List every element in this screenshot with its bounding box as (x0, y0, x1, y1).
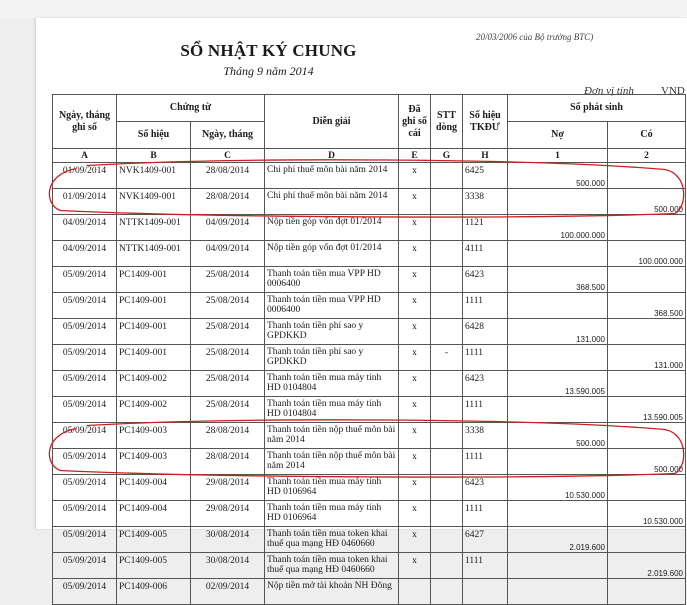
viewer-top-band (0, 0, 687, 18)
column-letter: D (265, 149, 399, 163)
header-voucher-date: Ngày, tháng (191, 122, 265, 149)
debit-amount-cell (508, 449, 608, 475)
description-cell: Thanh toán tiền mua máy tính HD 0106964 (265, 501, 399, 527)
column-letter: B (117, 149, 191, 163)
voucher-date-cell: 29/08/2014 (191, 501, 265, 527)
debit-amount-cell: 368.500 (508, 267, 608, 293)
voucher-no-cell: PC1409-006 (117, 579, 191, 605)
date-cell: 05/09/2014 (53, 293, 117, 319)
voucher-no-cell: NVK1409-001 (117, 189, 191, 215)
voucher-date-cell: 25/08/2014 (191, 345, 265, 371)
posted-mark-cell (399, 579, 431, 605)
header-voucher-group: Chứng từ (117, 95, 265, 122)
debit-amount-cell: 2.019.600 (508, 527, 608, 553)
debit-amount-cell (508, 397, 608, 423)
credit-amount-cell (608, 319, 686, 345)
debit-amount-cell: 100.000.000 (508, 215, 608, 241)
date-cell: 04/09/2014 (53, 241, 117, 267)
description-cell: Nộp tiền góp vốn đợt 01/2014 (265, 215, 399, 241)
posted-mark-cell: x (399, 527, 431, 553)
description-cell: Thanh toán tiền mua máy tính HD 0106964 (265, 475, 399, 501)
voucher-date-cell: 29/08/2014 (191, 475, 265, 501)
debit-amount-cell: 10.530.000 (508, 475, 608, 501)
column-letter: 2 (608, 149, 686, 163)
voucher-date-cell: 28/08/2014 (191, 163, 265, 189)
credit-amount-cell: 131.000 (608, 345, 686, 371)
description-cell: Thanh toán tiền phí sao y GPDKKD (265, 319, 399, 345)
voucher-no-cell: NTTK1409-001 (117, 215, 191, 241)
description-cell: Thanh toán tiền mua máy tính HD 0104804 (265, 397, 399, 423)
voucher-date-cell: 02/09/2014 (191, 579, 265, 605)
table-row (53, 163, 686, 189)
date-cell: 05/09/2014 (53, 475, 117, 501)
debit-amount-cell (508, 579, 608, 605)
date-cell: 05/09/2014 (53, 345, 117, 371)
line-no-cell (431, 501, 463, 527)
line-no-cell (431, 215, 463, 241)
posted-mark-cell: x (399, 397, 431, 423)
unit-label: Đơn vị tính (584, 85, 634, 97)
table-row (53, 267, 686, 293)
posted-mark-cell: x (399, 293, 431, 319)
account-cell: 6425 (463, 163, 508, 189)
line-no-cell (431, 423, 463, 449)
table-row (53, 189, 686, 215)
ledger-page (36, 18, 687, 592)
line-no-cell (431, 189, 463, 215)
debit-amount-cell (508, 553, 608, 579)
table-row (53, 215, 686, 241)
voucher-date-cell: 04/09/2014 (191, 241, 265, 267)
account-cell: 1111 (463, 449, 508, 475)
line-no-cell (431, 579, 463, 605)
posted-mark-cell: x (399, 553, 431, 579)
debit-amount-cell (508, 345, 608, 371)
header-amount-group: Số phát sinh (508, 95, 686, 122)
credit-amount-cell: 2.019.600 (608, 553, 686, 579)
line-no-cell (431, 267, 463, 293)
account-cell: 4111 (463, 241, 508, 267)
debit-amount-cell: 500.000 (508, 423, 608, 449)
voucher-date-cell: 28/08/2014 (191, 189, 265, 215)
voucher-date-cell: 04/09/2014 (191, 215, 265, 241)
column-letter: H (463, 149, 508, 163)
credit-amount-cell (608, 267, 686, 293)
voucher-date-cell: 25/08/2014 (191, 267, 265, 293)
account-cell: 3338 (463, 189, 508, 215)
voucher-no-cell: PC1409-002 (117, 371, 191, 397)
table-row (53, 527, 686, 553)
column-letter: A (53, 149, 117, 163)
account-cell: 6423 (463, 267, 508, 293)
voucher-no-cell: PC1409-005 (117, 553, 191, 579)
voucher-date-cell: 30/08/2014 (191, 553, 265, 579)
credit-amount-cell (608, 215, 686, 241)
column-letter: 1 (508, 149, 608, 163)
table-row (53, 579, 686, 605)
posted-mark-cell: x (399, 319, 431, 345)
date-cell: 05/09/2014 (53, 371, 117, 397)
debit-amount-cell (508, 501, 608, 527)
description-cell: Thanh toán tiền mua máy tính HD 0104804 (265, 371, 399, 397)
posted-mark-cell: x (399, 241, 431, 267)
header-line-no: STT dòng (431, 95, 463, 149)
voucher-no-cell: PC1409-002 (117, 397, 191, 423)
header-voucher-no: Số hiệu (117, 122, 191, 149)
voucher-no-cell: PC1409-005 (117, 527, 191, 553)
column-letter: G (431, 149, 463, 163)
line-no-cell (431, 241, 463, 267)
voucher-no-cell: NVK1409-001 (117, 163, 191, 189)
posted-mark-cell: x (399, 189, 431, 215)
account-cell (463, 579, 508, 605)
description-cell: Nộp tiền mở tài khoản NH Đông (265, 579, 399, 605)
table-row (53, 241, 686, 267)
line-no-cell (431, 527, 463, 553)
line-no-cell (431, 449, 463, 475)
posted-mark-cell: x (399, 501, 431, 527)
credit-amount-cell (608, 371, 686, 397)
date-cell: 05/09/2014 (53, 449, 117, 475)
posted-mark-cell: x (399, 423, 431, 449)
credit-amount-cell (608, 475, 686, 501)
voucher-no-cell: NTTK1409-001 (117, 241, 191, 267)
line-no-cell: - (431, 345, 463, 371)
header-description: Diễn giải (265, 95, 399, 149)
posted-mark-cell: x (399, 163, 431, 189)
table-row (53, 371, 686, 397)
posted-mark-cell: x (399, 215, 431, 241)
header-credit: Có (608, 122, 686, 149)
description-cell: Thanh toán tiền phí sao y GPDKKD (265, 345, 399, 371)
posted-mark-cell: x (399, 475, 431, 501)
regulation-note: 20/03/2006 của Bộ trưởng BTC) (476, 32, 594, 42)
voucher-no-cell: PC1409-001 (117, 319, 191, 345)
date-cell: 05/09/2014 (53, 423, 117, 449)
description-cell: Nộp tiền góp vốn đợt 01/2014 (265, 241, 399, 267)
account-cell: 1111 (463, 501, 508, 527)
line-no-cell (431, 163, 463, 189)
voucher-date-cell: 25/08/2014 (191, 397, 265, 423)
date-cell: 05/09/2014 (53, 501, 117, 527)
voucher-no-cell: PC1409-001 (117, 267, 191, 293)
date-cell: 01/09/2014 (53, 189, 117, 215)
voucher-no-cell: PC1409-004 (117, 475, 191, 501)
credit-amount-cell (608, 163, 686, 189)
line-no-cell (431, 475, 463, 501)
credit-amount-cell (608, 527, 686, 553)
date-cell: 05/09/2014 (53, 579, 117, 605)
account-cell: 3338 (463, 423, 508, 449)
date-cell: 05/09/2014 (53, 319, 117, 345)
voucher-date-cell: 30/08/2014 (191, 527, 265, 553)
description-cell: Chi phí thuế môn bài năm 2014 (265, 163, 399, 189)
debit-amount-cell: 500.000 (508, 163, 608, 189)
credit-amount-cell: 13.590.005 (608, 397, 686, 423)
credit-amount-cell (608, 423, 686, 449)
voucher-no-cell: PC1409-003 (117, 449, 191, 475)
date-cell: 04/09/2014 (53, 215, 117, 241)
table-row (53, 553, 686, 579)
posted-mark-cell: x (399, 345, 431, 371)
table-row (53, 449, 686, 475)
table-row (53, 293, 686, 319)
debit-amount-cell (508, 241, 608, 267)
account-cell: 1111 (463, 293, 508, 319)
date-cell: 05/09/2014 (53, 267, 117, 293)
posted-mark-cell: x (399, 371, 431, 397)
description-cell: Thanh toán tiền mua VPP HD 0006400 (265, 293, 399, 319)
table-row (53, 397, 686, 423)
account-cell: 1121 (463, 215, 508, 241)
date-cell: 01/09/2014 (53, 163, 117, 189)
page-title: SỔ NHẬT KÝ CHUNG (180, 41, 357, 60)
header-date-recorded: Ngày, tháng ghi sổ (53, 95, 117, 149)
header-posted: Đã ghi sổ cái (399, 95, 431, 149)
voucher-no-cell: PC1409-004 (117, 501, 191, 527)
column-letter: C (191, 149, 265, 163)
account-cell: 6428 (463, 319, 508, 345)
voucher-date-cell: 25/08/2014 (191, 371, 265, 397)
voucher-no-cell: PC1409-001 (117, 293, 191, 319)
description-cell: Thanh toán tiền nộp thuế môn bài năm 2014 (265, 423, 399, 449)
debit-amount-cell: 13.590.005 (508, 371, 608, 397)
line-no-cell (431, 319, 463, 345)
page-subtitle: Tháng 9 năm 2014 (223, 64, 314, 78)
account-cell: 6427 (463, 527, 508, 553)
line-no-cell (431, 397, 463, 423)
credit-amount-cell: 500.000 (608, 449, 686, 475)
general-journal-table (52, 94, 686, 605)
posted-mark-cell: x (399, 267, 431, 293)
description-cell: Thanh toán tiền nộp thuế môn bài năm 2014 (265, 449, 399, 475)
description-cell: Chi phí thuế môn bài năm 2014 (265, 189, 399, 215)
voucher-no-cell: PC1409-001 (117, 345, 191, 371)
date-cell: 05/09/2014 (53, 397, 117, 423)
account-cell: 6423 (463, 371, 508, 397)
unit-value: VND (661, 85, 685, 97)
table-row (53, 319, 686, 345)
credit-amount-cell: 368.500 (608, 293, 686, 319)
header-debit: Nợ (508, 122, 608, 149)
voucher-date-cell: 25/08/2014 (191, 319, 265, 345)
date-cell: 05/09/2014 (53, 527, 117, 553)
account-cell: 1111 (463, 345, 508, 371)
debit-amount-cell (508, 293, 608, 319)
description-cell: Thanh toán tiền mua token khai thuế qua mạng HĐ 0460660 (265, 527, 399, 553)
header-account: Số hiệu TKĐƯ (463, 95, 508, 149)
voucher-date-cell: 28/08/2014 (191, 423, 265, 449)
date-cell: 05/09/2014 (53, 553, 117, 579)
table-row (53, 501, 686, 527)
credit-amount-cell: 10.530.000 (608, 501, 686, 527)
debit-amount-cell (508, 189, 608, 215)
account-cell: 1111 (463, 553, 508, 579)
table-row (53, 423, 686, 449)
ledger-rows (53, 163, 686, 605)
voucher-no-cell: PC1409-003 (117, 423, 191, 449)
line-no-cell (431, 371, 463, 397)
column-letter: E (399, 149, 431, 163)
voucher-date-cell: 28/08/2014 (191, 449, 265, 475)
posted-mark-cell: x (399, 449, 431, 475)
account-cell: 6423 (463, 475, 508, 501)
table-row (53, 475, 686, 501)
line-no-cell (431, 553, 463, 579)
line-no-cell (431, 293, 463, 319)
account-cell: 1111 (463, 397, 508, 423)
credit-amount-cell (608, 579, 686, 605)
credit-amount-cell: 500.000 (608, 189, 686, 215)
table-row (53, 345, 686, 371)
description-cell: Thanh toán tiền mua token khai thuế qua mạng HĐ 0460660 (265, 553, 399, 579)
credit-amount-cell: 100.000.000 (608, 241, 686, 267)
debit-amount-cell: 131.000 (508, 319, 608, 345)
voucher-date-cell: 25/08/2014 (191, 293, 265, 319)
description-cell: Thanh toán tiền mua VPP HD 0006400 (265, 267, 399, 293)
